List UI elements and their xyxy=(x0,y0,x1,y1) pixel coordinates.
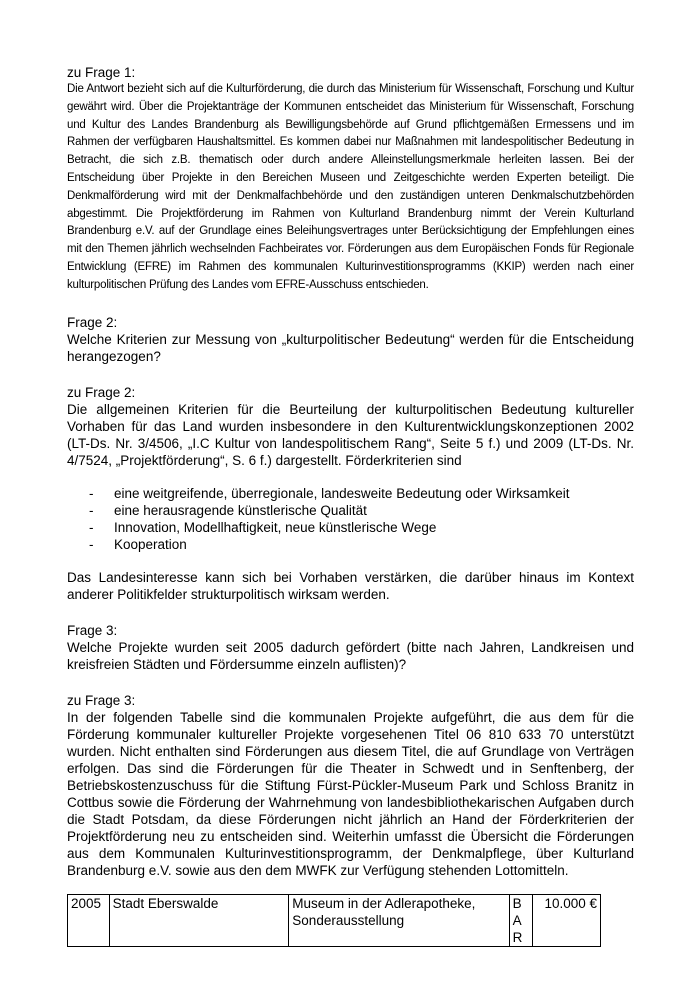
answer2-label: zu Frage 2: xyxy=(67,384,136,400)
amount-cell: 10.000 € xyxy=(532,894,600,946)
table-row xyxy=(68,894,601,946)
criterion-text: Innovation, Modellhaftigkeit, neue künstlerische Wege xyxy=(114,519,437,535)
answer1-label: zu Frage 1: xyxy=(67,65,136,80)
criterion-text: eine herausragende künstlerische Qualität xyxy=(114,502,367,518)
question3-text: Welche Projekte wurden seit 2005 dadurch gefördert (bitte nach Jahren, Landkreisen und kreisfreien Städten und Fördersumme einzeln auflisten)? xyxy=(67,639,634,672)
answer2-outro: Das Landesinteresse kann sich bei Vorhaben verstärken, die darüber hinaus im Kontext anderer Politikfelder strukturpolitisch wirksam werden. xyxy=(67,569,634,602)
list-item: - Kooperation xyxy=(89,536,187,552)
answer2-intro: Die allgemeinen Kriterien für die Beurteilung der kulturpolitischen Bedeutung kultureller Vorhaben für das Land wurden insbesondere in den Kulturentwicklungskonzeptionen 2002 (LT-Ds. Nr. 3/4506, „I.C Kultur von landespolitischem Rang“, Seite 5 f.) und 2009 (LT-Ds. Nr. 4/7524, „Projektförderung“, S. 6 f.) dargestellt. Förderkriterien sind xyxy=(67,401,634,468)
district-cell: BAR xyxy=(509,894,532,946)
answer1-text: Die Antwort bezieht sich auf die Kulturförderung, die durch das Ministerium für Wissenschaft, Forschung und Kultur gewährt wird. Über die Projektanträge der Kommunen entscheidet das Ministerium für Wissenschaft, Forschung und Kultur des Landes Brandenburg als Bewilligungsbehörde auf Grund pflichtgemäßen Ermessens und im Rahmen der verfügbaren Haushaltsmittel. Es kommen dabei nur Maßnahmen mit landespolitischer Bedeutung in Betracht, die sich z.B. thematisch oder durch andere Alleinstellungsmerkmale herleiten lassen. Bei der Entscheidung über Projekte in den Bereichen Museen und Zeitgeschichte werden Experten beteiligt. Die Denkmalförderung wird mit der Denkmalfachbehörde und den zuständigen unteren Denkmalschutzbehörden abgestimmt. Die Projektförderung im Rahmen von Kulturland Brandenburg nimmt der Verein Kulturland Brandenburg e.V. auf der Grundlage eines Beleihungsvertrages unter Berücksichtigung der Empfehlungen eines mit den Themen jährlich wechselnden Fachbeirates vor. Förderungen aus dem Europäischen Fonds für Regionale Entwicklung (EFRE) im Rahmen des kommunalen Kulturinvestitionsprogramms (KKIP) werden nach einer kulturpolitischen Prüfung des Landes vom EFRE-Ausschuss entschieden. xyxy=(67,83,634,291)
recipient-cell: Stadt Eberswalde xyxy=(109,894,289,946)
question2-text: Welche Kriterien zur Messung von „kulturpolitischer Bedeutung“ werden für die Entscheidung herangezogen? xyxy=(67,331,634,364)
answer3-text: In der folgenden Tabelle sind die kommunalen Projekte aufgeführt, die aus dem für die Förderung kommunaler kultureller Projekte vorgesehenen Titel 06 810 633 70 unterstützt wurden. Nicht enthalten sind Förderungen aus diesem Titel, die auf Grundlage von Verträgen erfolgen. Das sind die Förderungen für die Theater in Schwedt und in Senftenberg, der Betriebskostenzuschuss für die Stiftung Fürst-Pückler-Museum Park und Schloss Branitz in Cottbus sowie die Förderung der Wahrnehmung von landesbibliothekarischen Aufgaben durch die Stadt Potsdam, da diese Förderungen nicht jährlich an Hand der Förderkriterien der Projektförderung neu zu entscheiden sind. Weiterhin umfasst die Übersicht die Förderungen aus dem Kommunalen Kulturinvestitionsprogramm, der Denkmalpflege, über Kulturland Brandenburg e.V. sowie aus den dem MWFK zur Verfügung stehenden Lottomitteln. xyxy=(67,709,634,878)
list-item: - eine herausragende künstlerische Qualität xyxy=(89,502,367,518)
criterion-text: Kooperation xyxy=(114,536,187,552)
document-page xyxy=(67,64,634,947)
question3-label: Frage 3: xyxy=(67,622,118,638)
criterion-text: eine weitgreifende, überregionale, landesweite Bedeutung oder Wirksamkeit xyxy=(114,485,570,501)
list-item: - eine weitgreifende, überregionale, landesweite Bedeutung oder Wirksamkeit xyxy=(89,485,570,501)
project-cell: Museum in der Adlerapotheke, Sonderausstellung xyxy=(289,894,509,946)
question2-label: Frage 2: xyxy=(67,314,118,330)
projects-table xyxy=(67,894,601,947)
answer3-label: zu Frage 3: xyxy=(67,692,136,708)
criteria-list xyxy=(67,485,634,553)
list-item: - Innovation, Modellhaftigkeit, neue künstlerische Wege xyxy=(89,519,437,535)
year-cell: 2005 xyxy=(68,894,110,946)
